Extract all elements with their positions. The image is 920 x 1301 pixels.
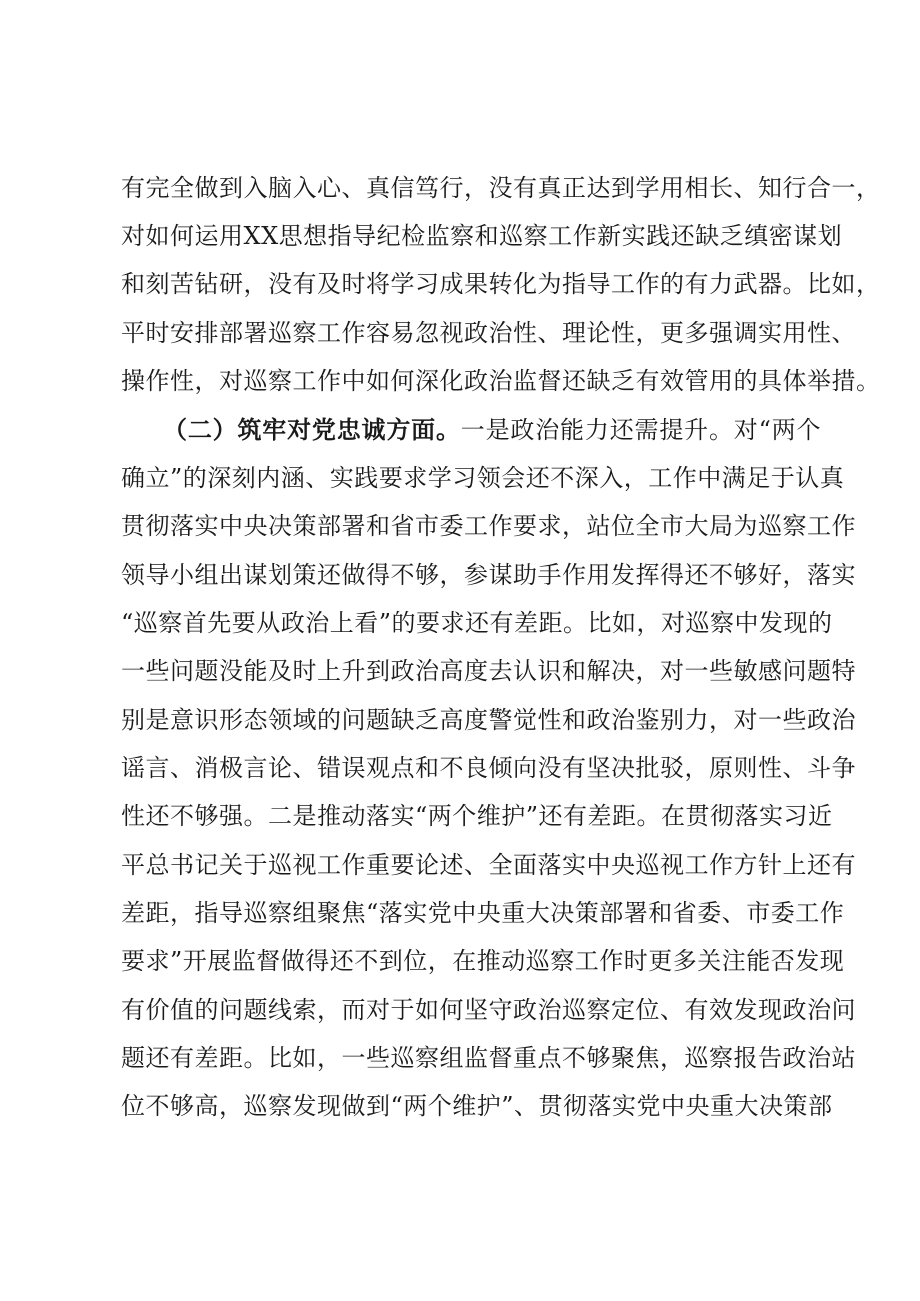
- paragraph-2-line-5: “巡察首先要从政治上看”的要求还有差距。比如，对巡察中发现的: [121, 609, 833, 637]
- paragraph-2-first-line-text: 一是政治能力还需提升。对“两个: [460, 416, 821, 444]
- paragraph-1-line-4: 平时安排部署巡察工作容易忽视政治性、理论性，更多强调实用性、: [121, 319, 856, 347]
- paragraph-2-first-line: [163, 410, 821, 450]
- paragraph-2-line-7: 别是意识形态领域的问题缺乏高度警觉性和政治鉴别力，对一些政治: [121, 706, 856, 734]
- paragraph-2-line-10: 平总书记关于巡视工作重要论述、全面落实中央巡视工作方针上还有: [121, 851, 856, 879]
- paragraph-2-line-8: 谣言、消极言论、错误观点和不良倾向没有坚决批驳，原则性、斗争: [121, 754, 856, 782]
- paragraph-1-line-1: 有完全做到入脑入心、真信笃行，没有真正达到学用相长、知行合一，: [121, 174, 881, 202]
- paragraph-2-line-14: 题还有差距。比如，一些巡察组监督重点不够聚焦，巡察报告政治站: [121, 1044, 856, 1072]
- paragraph-1-line-3: 和刻苦钻研，没有及时将学习成果转化为指导工作的有力武器。比如，: [121, 270, 881, 298]
- paragraph-2-line-11: 差距，指导巡察组聚焦“落实党中央重大决策部署和省委、市委工作: [121, 899, 845, 927]
- section-heading: （二）筑牢对党忠诚方面。: [163, 415, 461, 444]
- paragraph-1-line-2: 对如何运用XX思想指导纪检监察和巡察工作新实践还缺乏缜密谋划: [121, 222, 843, 250]
- paragraph-1-line-5: 操作性，对巡察工作中如何深化政治监督还缺乏有效管用的具体举措。: [121, 367, 881, 395]
- paragraph-2-line-2: 确立”的深刻内涵、实践要求学习领会还不深入，工作中满足于认真: [121, 464, 845, 492]
- paragraph-2-line-15: 位不够高，巡察发现做到“两个维护”、贯彻落实党中央重大决策部: [121, 1092, 833, 1120]
- paragraph-2-line-3: 贯彻落实中央决策部署和省市委工作要求，站位全市大局为巡察工作: [121, 512, 856, 540]
- paragraph-2-line-6: 一些问题没能及时上升到政治高度去认识和解决，对一些敏感问题特: [121, 657, 856, 685]
- paragraph-2-line-4: 领导小组出谋划策还做得不够，参谋助手作用发挥得还不够好，落实: [121, 561, 856, 589]
- paragraph-2-line-9: 性还不够强。二是推动落实“两个维护”还有差距。在贯彻落实习近: [121, 802, 833, 830]
- paragraph-2-line-12: 要求”开展监督做得还不到位，在推动巡察工作时更多关注能否发现: [121, 947, 845, 975]
- paragraph-2-line-13: 有价值的问题线索，而对于如何坚守政治巡察定位、有效发现政治问: [121, 996, 856, 1024]
